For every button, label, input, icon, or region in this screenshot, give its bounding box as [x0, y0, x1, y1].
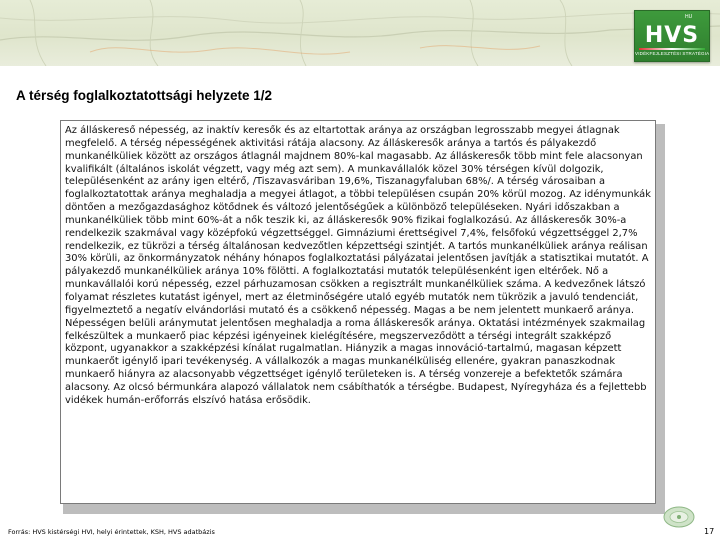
- logo-subtitle: VIDÉKFEJLESZTÉSI STRATÉGIA: [635, 51, 710, 56]
- header-banner: [0, 0, 720, 66]
- hvs-logo-icon: [634, 10, 710, 62]
- text-box: [60, 120, 656, 504]
- slide-title: A térség foglalkoztatottsági helyzete 1/2: [16, 88, 273, 103]
- logo-mark: HU: [685, 14, 693, 20]
- map-background-image: [0, 0, 720, 66]
- logo-flag-stripe: [639, 48, 705, 50]
- source-note: Forrás: HVS kistérségi HVI, helyi érintettek, KSH, HVS adatbázis: [8, 528, 215, 536]
- hvs-footer-logo-icon: [662, 504, 696, 530]
- page-number: 17: [704, 527, 715, 536]
- logo-text: HVS: [644, 23, 700, 48]
- body-text: Az álláskereső népesség, az inaktív keresők és az eltartottak aránya az országban legrosszabb megyei átlagnak megfelelő. A térség népességének aktivitási rátája alacsony. Az álláskeresők aránya a tartós és pályakezdő munkanélküliek között az országos átlagnál majdnem 80%-kal magasabb. Az álláskeresők több mint fele alacsonyan kvalifikált (általános iskolát végzett, vagy még azt sem). A munkavállalók közel 30% térségen kívül dolgozik, településenként az arány igen eltérő, /Tiszavasváriban 19,6%, Tiszanagyfaluban 68%/. A térség városaiban a foglalkoztatottak aránya meghaladja a megyei átlagot, a többi településen csupán 20% körül mozog. Az idénymunkák döntően a mezőgazdasághoz kötődnek és változó jelentőségűek a különböző településeken. Nyári időszakban a munkanélküliek több mint 60%-át a nők teszik ki, az álláskeresők 90% fizikai foglalkozású. Az álláskeresők 30%-a rendelkezik szakmával vagy középfokú végzettséggel. Gimnáziumi érettségivel 7,4%, felsőfokú végzettséggel 2,7% rendelkezik, ez tükrözi a térség általánosan kedvezőtlen képzettségi szintjét. A tartós munkanélküliek aránya reálisan 30% körüli, az önkormányzatok néhány hónapos foglalkoztatási pályázatai jelentősen javítják a statisztikai mutatót. A pályakezdő munkanélküliek aránya 10% fölötti. A foglalkoztatási mutatók településenként igen eltérőek. Nő a munkavállalói korú népesség, ezzel párhuzamosan csökken a regisztrált munkanélküliek száma. A kedvezőnek látszó folyamat részletes kutatást igényel, mert az életminőségére utaló egyéb mutatók nem tükrözik a javuló tendenciát, figyelmeztető a negatív elvándorlási mutató és a csökkenő népesség. Magas a be nem jelentett munkaerő aránya. Népességen belüli aránymutat jelentősen meghaladja a roma álláskeresők aránya. Oktatási intézmények szakmailag felkészültek a munkaerő piac képzési igényeinek kielégítésére, megszerveződött a térségi integrált szakképző központ, ugyanakkor a szakképzési kínálat rugalmatlan. Hiányzik a magas innováció-tartalmú, magasan képzett munkaerőt igénylő ipari tevékenység. A vállalkozók a magas munkanélküliség ellenére, gyakran panaszkodnak munkaerő hiányra az alacsonyabb végzettséget igénylő területeken is. A térség vonzereje a befektetők számára alacsony. Az olcsó bérmunkára alapozó vállalatok nem csábíthatók a térségbe. Budapest, Nyíregyháza és a fejlettebb vidékek humán-erőforrás elszívó hatása erősödik.: [65, 125, 651, 406]
